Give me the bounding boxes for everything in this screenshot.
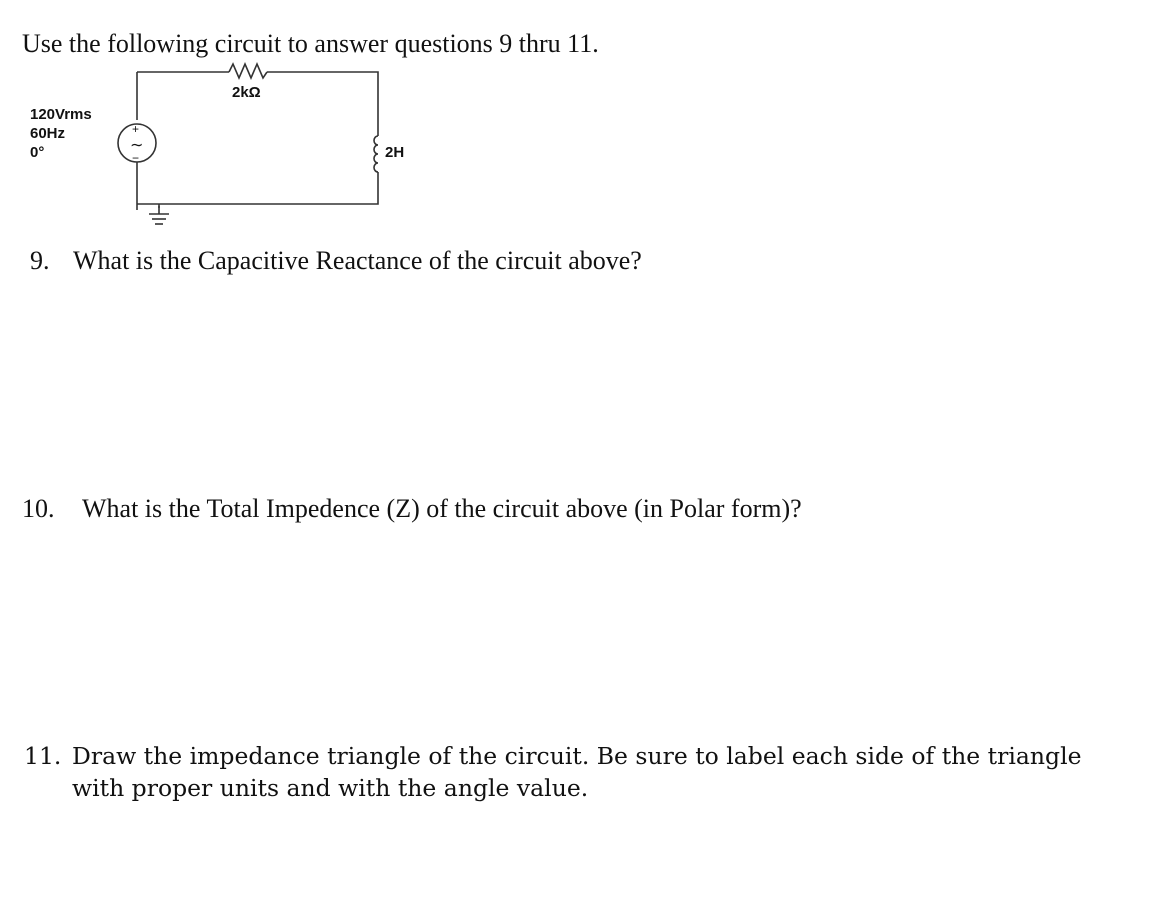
instructions-text: Use the following circuit to answer questions 9 thru 11. bbox=[22, 29, 599, 58]
wire-right-lower bbox=[137, 172, 378, 204]
question-11 bbox=[24, 740, 1124, 804]
source-frequency-label: 60Hz bbox=[30, 125, 66, 142]
question-10 bbox=[22, 493, 802, 525]
wire-top-right bbox=[267, 72, 378, 136]
question-text: What is the Total Impedence (Z) of the circuit above (in Polar form)? bbox=[82, 494, 802, 523]
question-number: 10. bbox=[22, 494, 55, 523]
question-number: 9. bbox=[30, 246, 50, 275]
circuit-diagram bbox=[0, 58, 440, 233]
question-text: Draw the impedance triangle of the circuit. Be sure to label each side of the triangle with proper units and with the angle value. bbox=[72, 742, 1082, 802]
source-ac-sign: ∼ bbox=[130, 137, 144, 154]
question-number: 11. bbox=[24, 742, 62, 770]
resistor-symbol bbox=[229, 64, 267, 78]
source-voltage-label: 120Vrms bbox=[30, 106, 92, 123]
source-phase-label: 0° bbox=[30, 144, 45, 161]
question-text: What is the Capacitive Reactance of the circuit above? bbox=[73, 246, 642, 275]
ground-symbol bbox=[149, 206, 169, 224]
inductor-symbol bbox=[374, 136, 378, 172]
source-plus-sign: + bbox=[132, 122, 140, 136]
inductor-label: 2H bbox=[385, 144, 405, 161]
resistor-label: 2kΩ bbox=[232, 84, 261, 101]
source-minus-sign: − bbox=[132, 151, 140, 165]
question-9 bbox=[30, 245, 642, 277]
